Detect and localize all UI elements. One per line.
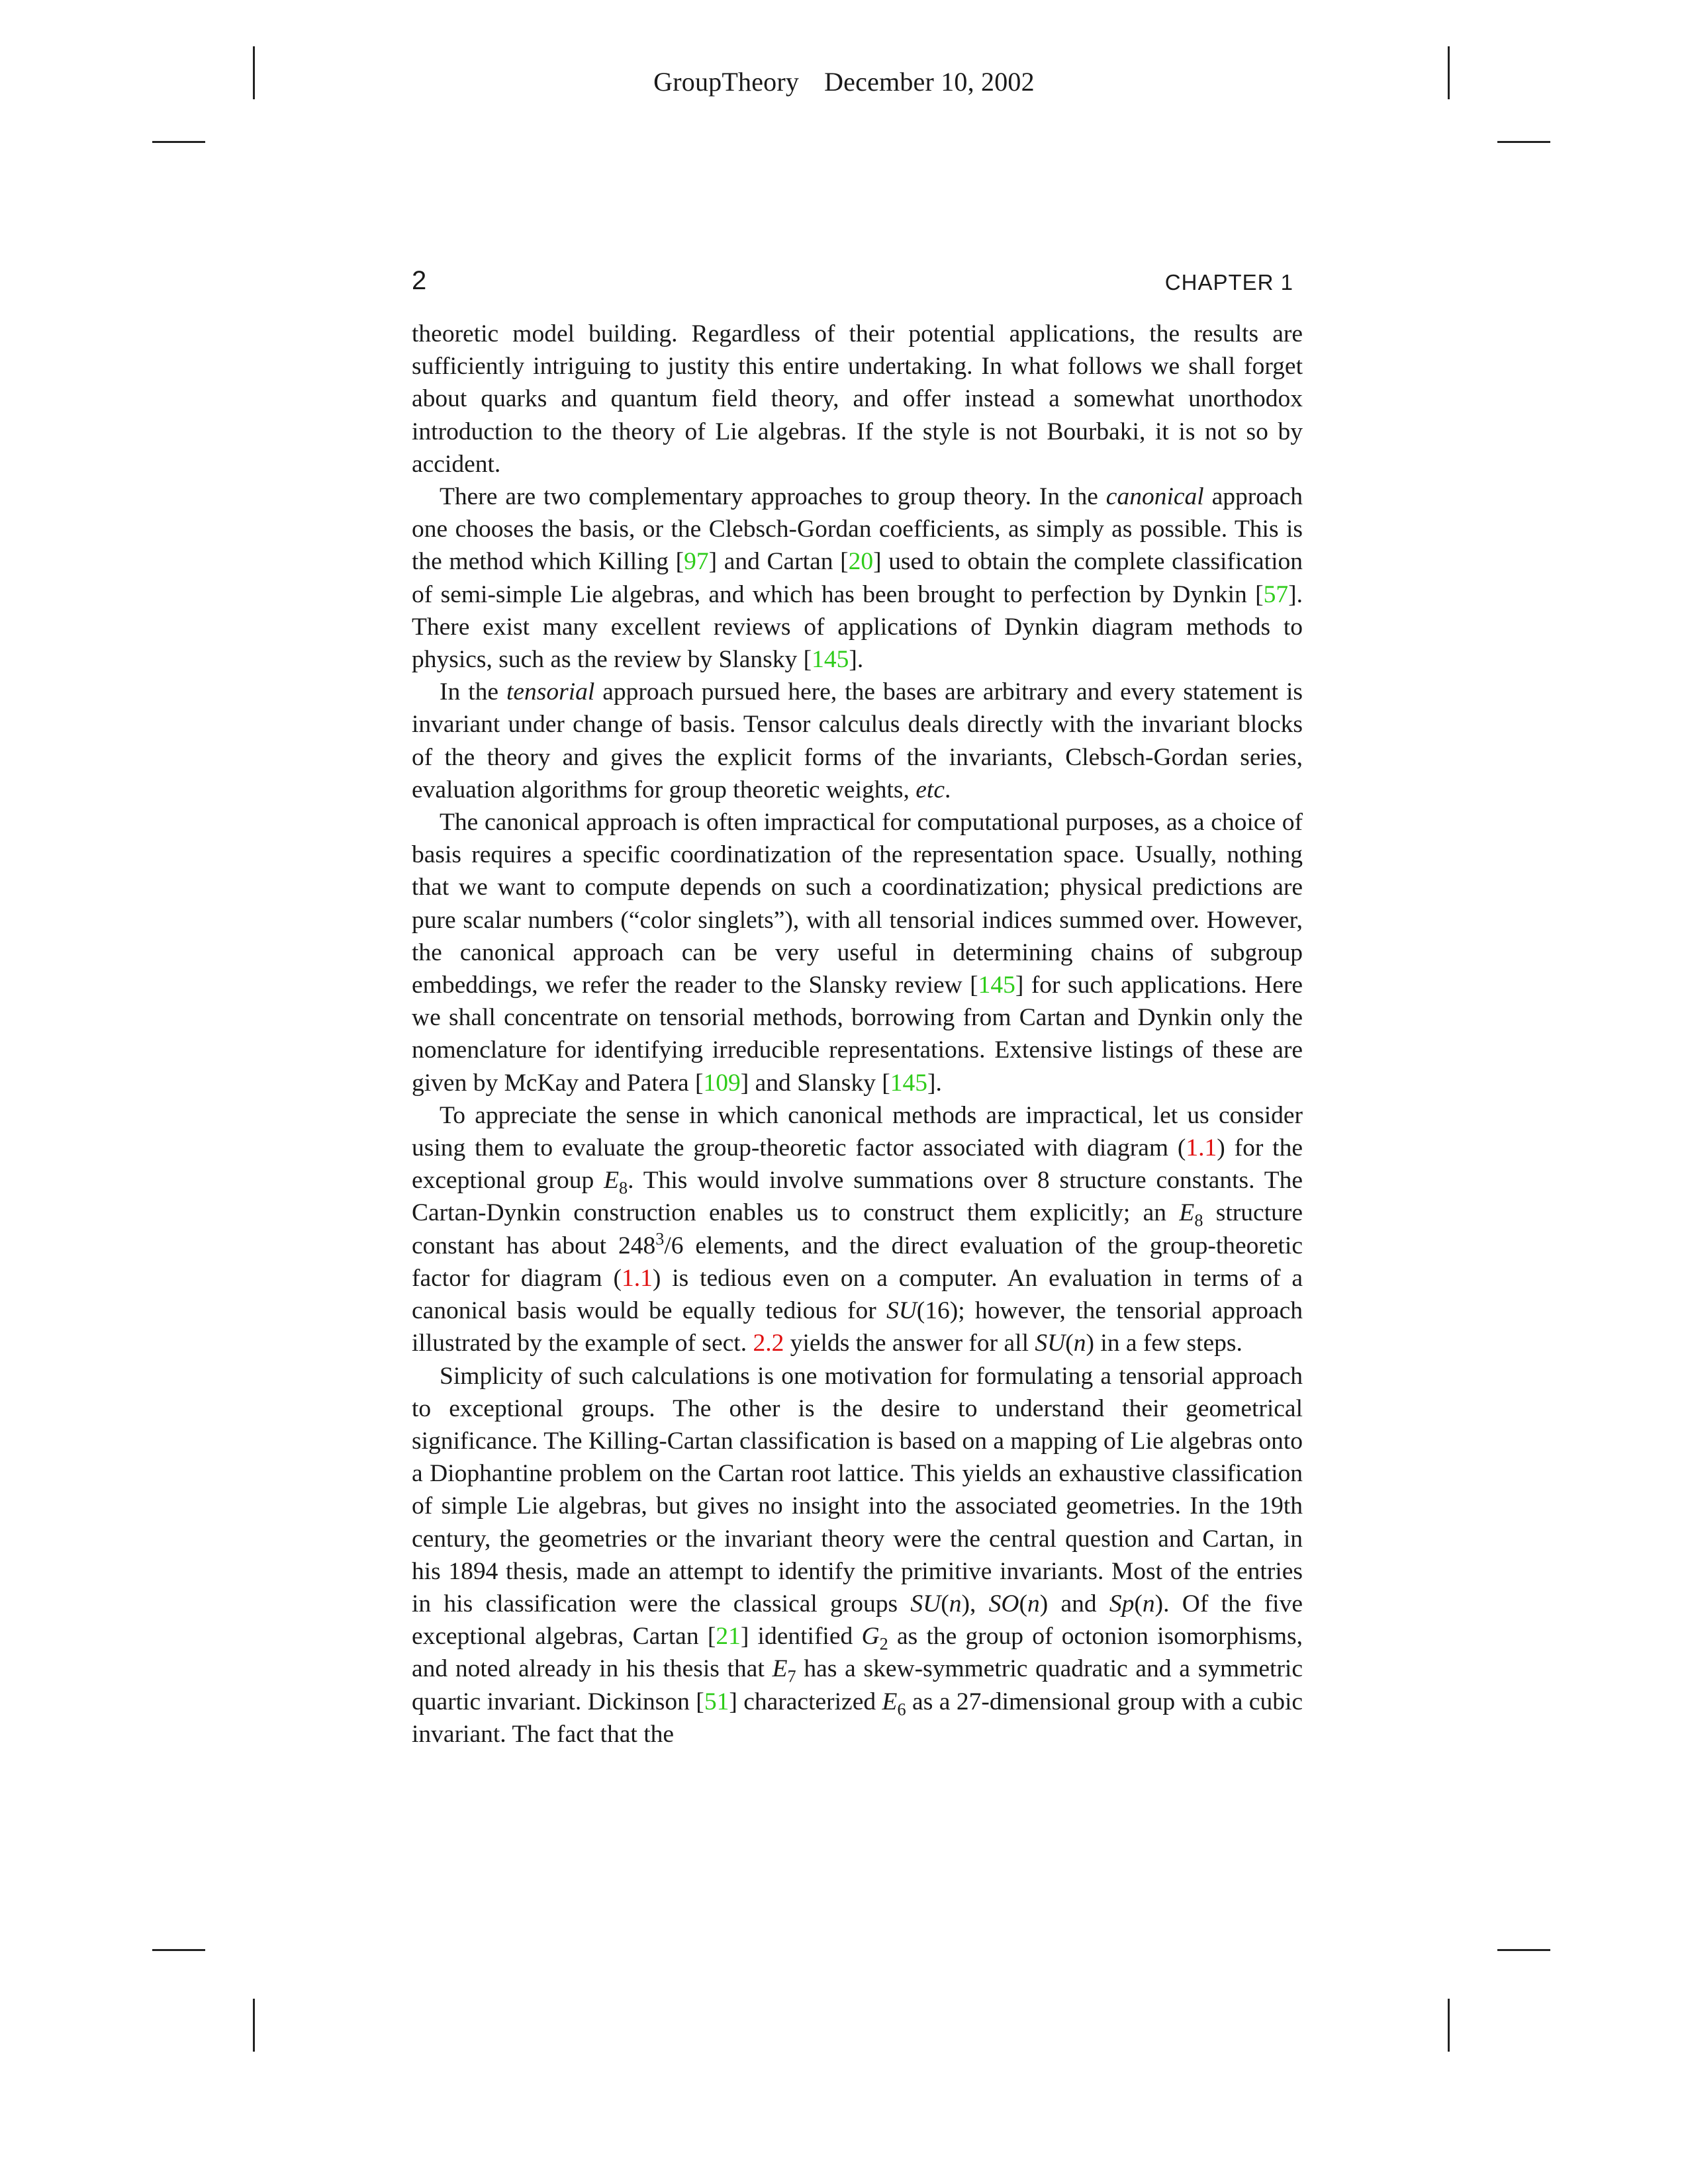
text-run: ] characterized (729, 1688, 882, 1715)
text-run: yields the answer for all (784, 1330, 1035, 1357)
math-symbol: SO (988, 1590, 1019, 1617)
crop-mark-bottom-right-vertical (1448, 1999, 1450, 2052)
cross-reference-link[interactable]: 2.2 (753, 1330, 784, 1357)
paragraph (412, 480, 1303, 676)
page-number: 2 (412, 266, 427, 295)
crop-mark-top-left-horizontal (152, 141, 205, 143)
text-run: theoretic model building. Regardless of their potential applications, the results are sufficiently intriguing to justity this entire undertaking. In what follows we shall forget about quarks and quantum field theory, and offer instead a somewhat unorthodox introduction to the theory of Lie algebras. If the style is not Bourbaki, it is not so by accident. (412, 320, 1303, 478)
math-subscript: 2 (879, 1634, 888, 1654)
paragraph (412, 1099, 1303, 1360)
math-subscript: 8 (619, 1178, 628, 1198)
crop-mark-bottom-left-vertical (253, 1999, 255, 2052)
paragraph (412, 318, 1303, 480)
citation-link[interactable]: 20 (848, 548, 874, 576)
text-run: To appreciate the sense in which canonical methods are impractical, let us consider using them to evaluate the group-theoretic factor associated with diagram ( (412, 1101, 1303, 1162)
text-run: /6 elements, and the direct evaluation of the group-theoretic factor for diagram ( (412, 1232, 1303, 1292)
text-run: ] for such applications. Here we shall concentrate on tensorial methods, borrowing from Cartan and Dynkin only the nomenclature for identifying irreducible representations. Extensive listings of these are given by McKay and Patera [ (412, 972, 1303, 1097)
text-run: ( (1019, 1590, 1027, 1617)
emphasis: etc (915, 776, 945, 803)
running-head-date: December 10, 2002 (824, 67, 1035, 97)
math-symbol: $E_6$ (882, 1688, 906, 1719)
text-run: ), (961, 1590, 989, 1617)
cross-reference-link[interactable]: 1.1 (622, 1264, 653, 1292)
text-run: approach one chooses the basis, or the Clebsch-Gordan coefficients, as simply as possible. This is the method which Killing [ (412, 483, 1303, 576)
math-subscript: 8 (1194, 1210, 1203, 1230)
text-run: ] and Cartan [ (708, 548, 849, 576)
crop-mark-bottom-left-horizontal (152, 1949, 205, 1951)
citation-link[interactable]: 21 (716, 1623, 741, 1651)
emphasis: canonical (1105, 483, 1204, 511)
math-symbol: $E_7$ (772, 1655, 796, 1686)
text-run: ]. There exist many excellent reviews of applications of Dynkin diagram methods to physics, such as the review by Slansky [ (412, 580, 1303, 674)
text-run: ) and (1039, 1590, 1109, 1617)
math-symbol: SU (910, 1590, 941, 1617)
text-run: ] identified (740, 1623, 862, 1651)
crop-mark-top-right-horizontal (1497, 141, 1550, 143)
citation-link[interactable]: 145 (978, 972, 1015, 999)
text-run: ]. (849, 646, 864, 674)
citation-link[interactable]: 145 (890, 1069, 927, 1097)
citation-link[interactable]: 57 (1263, 580, 1289, 608)
running-head (0, 66, 1688, 97)
text-run: ] used to obtain the complete classification of semi-simple Lie algebras, and which has been brought to perfection by Dynkin [ (412, 548, 1303, 608)
citation-link[interactable]: 97 (684, 548, 709, 576)
text-run: approach pursued here, the bases are arbitrary and every statement is invariant under change of basis. Tensor calculus deals directly with the invariant blocks of the theory and gives the explicit forms of the invariants, Clebsch-Gordan series, evaluation algorithms for group theoretic weights, (412, 678, 1303, 803)
text-run: There are two complementary approaches to group theory. In the (440, 483, 1106, 511)
text-run: ]. (927, 1069, 942, 1097)
math-symbol: n (949, 1590, 962, 1617)
cross-reference-link[interactable]: 1.1 (1186, 1134, 1217, 1162)
math-symbol: n (1142, 1590, 1155, 1617)
text-run: . This would involve summations over 8 structure constants. The Cartan-Dynkin construction enables us to construct them explicitly; an (412, 1167, 1303, 1227)
text-run: as the group of octonion isomorphisms, and noted already in his thesis that (412, 1623, 1303, 1683)
text-run: ( (1065, 1330, 1074, 1357)
text-run: ) is tedious even on a computer. An evaluation in terms of a canonical basis would be equally tedious for (412, 1264, 1303, 1325)
citation-link[interactable]: 109 (703, 1069, 741, 1097)
citation-link[interactable]: 51 (704, 1688, 729, 1715)
paragraph (412, 1360, 1303, 1751)
math-symbol: SU (886, 1297, 917, 1325)
math-subscript: 7 (787, 1666, 796, 1686)
math-symbol: $G_2$ (861, 1623, 888, 1654)
paragraph (412, 676, 1303, 806)
running-head-title: GroupTheory (653, 67, 800, 97)
crop-mark-bottom-right-horizontal (1497, 1949, 1550, 1951)
text-run: ) in a few steps. (1086, 1330, 1243, 1357)
math-symbol: n (1073, 1330, 1086, 1357)
text-run: Simplicity of such calculations is one motivation for formulating a tensorial approach to exceptional groups. The other is the desire to understand their geometrical significance. The Killing-Cartan classification is based on a mapping of Lie algebras onto a Diophantine problem on the Cartan root lattice. This yields an exhaustive classification of simple Lie algebras, but gives no insight into the associated geometries. In the 19th century, the geometries or the invariant theory were the central question and Cartan, in his 1894 thesis, made an attempt to identify the primitive invariants. Most of the entries in his classification were the classical groups (412, 1362, 1303, 1617)
math-symbol: n (1027, 1590, 1040, 1617)
text-run: structure constant has about 248 (412, 1199, 1303, 1259)
body-text (412, 318, 1303, 1751)
text-run: The canonical approach is often impractical for computational purposes, as a choice of basis requires a specific coordinatization of the representation space. Usually, nothing that we want to compute depends on such a coordinatization; physical predictions are pure scalar numbers (“color singlets”), with all tensorial indices summed over. However, the canonical approach can be very useful in determining chains of subgroup embeddings, we refer the reader to the Slansky review [ (412, 809, 1303, 999)
text-run: has a skew-symmetric quadratic and a symmetric quartic invariant. Dickinson [ (412, 1655, 1303, 1715)
math-symbol: $E_8$ (1179, 1199, 1203, 1230)
math-symbol: Sp (1109, 1590, 1135, 1617)
math-symbol: SU (1035, 1330, 1066, 1357)
text-run: ( (941, 1590, 949, 1617)
chapter-heading: CHAPTER 1 (1164, 270, 1293, 295)
text-run: ). Of the five exceptional algebras, Cartan [ (412, 1590, 1303, 1651)
text-run: In the (440, 678, 506, 706)
emphasis: tensorial (506, 678, 595, 706)
text-run: ( (1134, 1590, 1143, 1617)
citation-link[interactable]: 145 (812, 646, 849, 674)
superscript: 3 (655, 1229, 665, 1249)
text-run: . (944, 776, 951, 803)
math-symbol: $E_8$ (604, 1167, 628, 1198)
text-run: ] and Slansky [ (740, 1069, 890, 1097)
text-run: ) for the exceptional group (412, 1134, 1303, 1195)
paragraph (412, 806, 1303, 1099)
math-subscript: 6 (897, 1700, 906, 1719)
text-run: (16); however, the tensorial approach illustrated by the example of sect. (412, 1297, 1303, 1357)
text-run: as a 27-dimensional group with a cubic invariant. The fact that the (412, 1688, 1303, 1748)
